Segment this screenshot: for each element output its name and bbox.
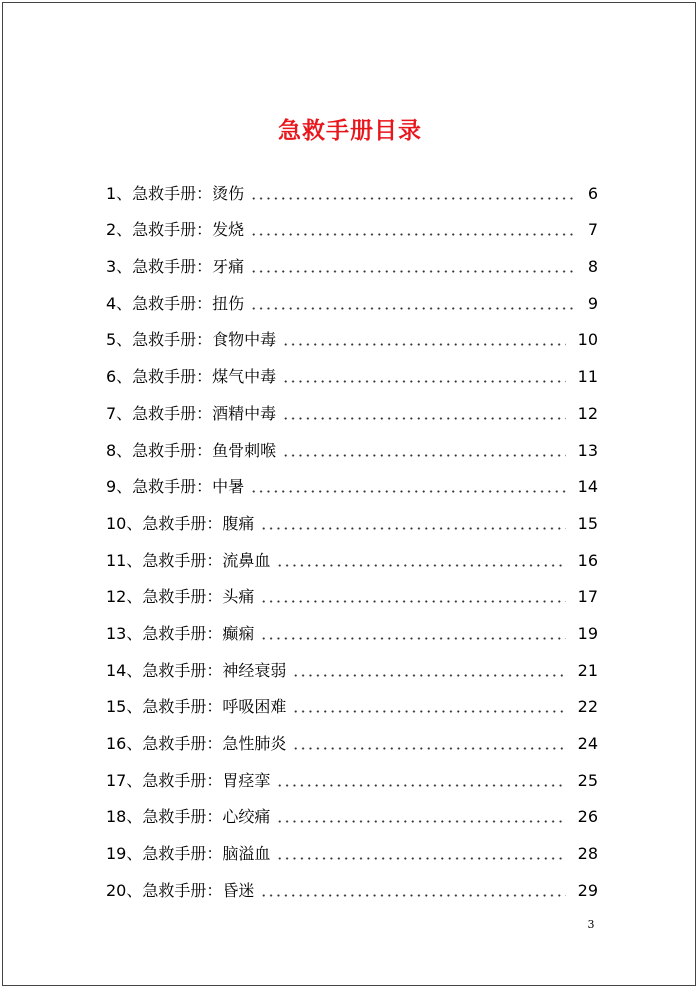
toc-entry-page: 19 — [577, 623, 598, 643]
toc-entry[interactable] — [106, 683, 598, 720]
page-number: 3 — [587, 918, 595, 931]
toc-entry-label: 2、急救手册：发烧 — [106, 220, 245, 240]
toc-entry-label: 11、急救手册：流鼻血 — [106, 550, 271, 570]
dot-leader — [282, 343, 565, 346]
dot-leader — [260, 527, 565, 530]
toc-entry-label: 17、急救手册：胃痉挛 — [106, 770, 271, 790]
toc-entry-label: 18、急救手册：心绞痛 — [106, 807, 271, 827]
dot-leader — [276, 820, 565, 823]
dot-leader — [276, 857, 565, 860]
document-title: 急救手册目录 — [278, 118, 422, 144]
toc-entry-label: 15、急救手册：呼吸困难 — [106, 697, 287, 717]
toc-entry-label: 10、急救手册：腹痛 — [106, 513, 255, 533]
toc-entry-page: 17 — [577, 587, 598, 607]
toc-entry[interactable] — [106, 756, 598, 793]
toc-entry[interactable] — [106, 352, 598, 389]
dot-leader — [276, 784, 565, 787]
toc-entry[interactable] — [106, 536, 598, 573]
toc-entry-page: 11 — [577, 367, 598, 387]
toc-entry-page: 15 — [577, 513, 598, 533]
toc-entry[interactable] — [106, 609, 598, 646]
dot-leader — [250, 307, 576, 310]
toc-entry[interactable] — [106, 573, 598, 610]
toc-entry-page: 14 — [577, 477, 598, 497]
toc-entry-page: 7 — [587, 220, 598, 240]
toc-entry-label: 12、急救手册：头痛 — [106, 587, 255, 607]
toc-entry[interactable] — [106, 242, 598, 279]
toc-entry-page: 13 — [577, 440, 598, 460]
dot-leader — [260, 894, 565, 897]
toc-entry-label: 19、急救手册：脑溢血 — [106, 844, 271, 864]
toc-entry-label: 6、急救手册：煤气中毒 — [106, 367, 277, 387]
toc-entry-page: 25 — [577, 770, 598, 790]
toc-entry-page: 26 — [577, 807, 598, 827]
dot-leader — [250, 197, 576, 200]
dot-leader — [260, 600, 565, 603]
toc-entry[interactable] — [106, 206, 598, 243]
dot-leader — [250, 233, 576, 236]
toc-entry[interactable] — [106, 426, 598, 463]
toc-entry-label: 1、急救手册：烫伤 — [106, 183, 245, 203]
toc-entry[interactable] — [106, 463, 598, 500]
toc-entry-page: 6 — [587, 183, 598, 203]
toc-entry[interactable] — [106, 169, 598, 206]
dot-leader — [282, 380, 565, 383]
toc-entry-label: 14、急救手册：神经衰弱 — [106, 660, 287, 680]
toc-entry-page: 8 — [587, 257, 598, 277]
toc-entry-label: 16、急救手册：急性肺炎 — [106, 734, 287, 753]
dot-leader — [282, 417, 565, 420]
dot-leader — [276, 564, 565, 567]
dot-leader — [250, 490, 565, 493]
toc-entry[interactable] — [106, 316, 598, 353]
toc-entry-page: 29 — [577, 880, 598, 900]
toc-entry-page: 21 — [577, 660, 598, 680]
toc-entry[interactable] — [106, 866, 598, 903]
toc-entry-page: 16 — [577, 550, 598, 570]
toc-entry-page: 28 — [577, 844, 598, 864]
toc-entry-label: 3、急救手册：牙痛 — [106, 257, 245, 277]
toc-entry-label: 8、急救手册：鱼骨刺喉 — [106, 440, 277, 460]
toc-entry-label: 7、急救手册：酒精中毒 — [106, 403, 277, 423]
toc-entry-label: 4、急救手册：扭伤 — [106, 293, 245, 313]
toc-entry-page: 22 — [577, 697, 598, 717]
toc-entry[interactable] — [106, 389, 598, 426]
toc-entry-label: 20、急救手册：昏迷 — [106, 880, 255, 900]
toc-entry[interactable] — [106, 829, 598, 866]
toc-entry-label: 9、急救手册：中暑 — [106, 477, 245, 497]
toc-entry-page: 12 — [577, 403, 598, 423]
toc-entry-label: 5、急救手册：食物中毒 — [106, 330, 277, 350]
dot-leader — [292, 747, 565, 750]
dot-leader — [250, 270, 576, 273]
toc-entry[interactable] — [106, 499, 598, 536]
dot-leader — [292, 710, 565, 713]
dot-leader — [282, 454, 565, 457]
dot-leader — [292, 674, 565, 677]
toc-entry[interactable] — [106, 646, 598, 683]
toc-entry[interactable] — [106, 279, 598, 316]
dot-leader — [260, 637, 565, 640]
toc-entry[interactable] — [106, 719, 598, 756]
toc-entry[interactable] — [106, 793, 598, 830]
toc-entry-page: 24 — [577, 734, 598, 753]
toc-entry-label: 13、急救手册：癫痫 — [106, 623, 255, 643]
toc-entry-page: 9 — [587, 293, 598, 313]
table-of-contents — [106, 169, 598, 903]
toc-entry-page: 10 — [577, 330, 598, 350]
